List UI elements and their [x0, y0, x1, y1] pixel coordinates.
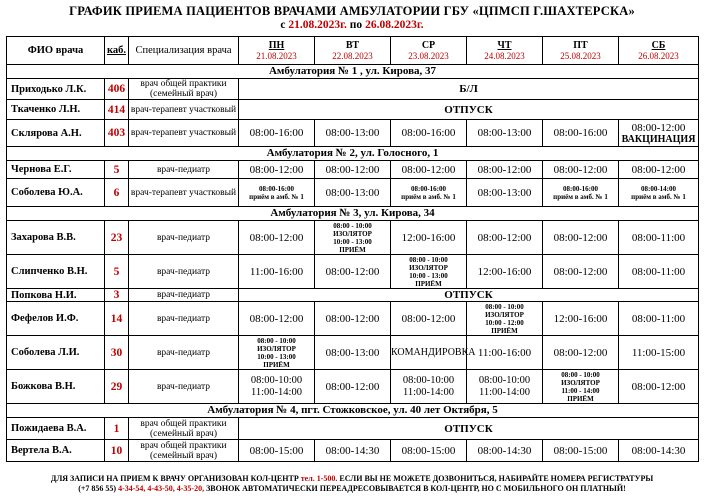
table-row: [7, 440, 699, 462]
schedule-cell: 08:00-12:00: [619, 370, 699, 404]
doctor-name: Божкова В.Н.: [7, 370, 105, 404]
schedule-cell: 08:00-10:00 11:00-14:00: [239, 370, 315, 404]
schedule-cell: 08:00-10:00 11:00-14:00: [467, 370, 543, 404]
ambulatory-heading: Амбулатория № 3, ул. Кирова, 34: [7, 207, 699, 221]
schedule-cell: 08:00-12:00: [467, 221, 543, 255]
schedule-cell: 08:00-12:00: [543, 221, 619, 255]
status-cell: Б/Л: [239, 79, 699, 100]
schedule-cell: 08:00-11:00: [619, 255, 699, 289]
table-row: [7, 302, 699, 336]
status-cell: ОТПУСК: [239, 418, 699, 440]
doctor-name: Пожидаева В.А.: [7, 418, 105, 440]
cabinet: 3: [105, 289, 129, 302]
schedule-cell: 08:00-12:00: [391, 302, 467, 336]
schedule-cell: 08:00-16:00: [239, 120, 315, 147]
table-row: [7, 336, 699, 370]
specialization: врач-терапевт участковый: [129, 179, 239, 207]
schedule-cell: 08:00-12:00: [467, 161, 543, 179]
header-cab: каб.: [105, 37, 129, 65]
schedule-cell: 08:00 - 10:00 ИЗОЛЯТОР 10:00 - 13:00 ПРИЁМ: [391, 255, 467, 289]
header-spec: Специализация врача: [129, 37, 239, 65]
cabinet: 403: [105, 120, 129, 147]
doctor-name: Склярова А.Н.: [7, 120, 105, 147]
header-name: ФИО врача: [7, 37, 105, 65]
schedule-cell: 11:00-16:00: [467, 336, 543, 370]
doctor-name: Слипченко В.Н.: [7, 255, 105, 289]
specialization: врач общей практики (семейный врач): [129, 418, 239, 440]
schedule-cell: 08:00-12:00: [315, 370, 391, 404]
schedule-cell: 12:00-16:00: [391, 221, 467, 255]
schedule-cell: 08:00-16:00 приём в амб. № 1: [543, 179, 619, 207]
schedule-cell: 08:00-13:00: [315, 336, 391, 370]
schedule-cell: 11:00-16:00: [239, 255, 315, 289]
schedule-cell: 08:00-14:30: [315, 440, 391, 462]
schedule-cell: 08:00-15:00: [543, 440, 619, 462]
doctor-name: Чернова Е.Г.: [7, 161, 105, 179]
period-from: 21.08.2023г.: [288, 19, 347, 31]
doctor-name: Ткаченко Л.Н.: [7, 100, 105, 120]
specialization: врач-педиатр: [129, 370, 239, 404]
table-row: [7, 161, 699, 179]
schedule-cell: 08:00 - 10:00 ИЗОЛЯТОР 10:00 - 12:00 ПРИЁМ: [467, 302, 543, 336]
table-row: [7, 100, 699, 120]
specialization: врач общей практики (семейный врач): [129, 79, 239, 100]
specialization: врач-педиатр: [129, 289, 239, 302]
cabinet: 5: [105, 161, 129, 179]
doctor-name: Соболева Ю.А.: [7, 179, 105, 207]
schedule-cell: 08:00-11:00: [619, 302, 699, 336]
schedule-cell: 08:00-12:00: [543, 161, 619, 179]
header-day-sat: СБ 26.08.2023: [619, 37, 699, 65]
schedule-table: [6, 36, 699, 462]
cabinet: 23: [105, 221, 129, 255]
schedule-cell: 08:00-16:00 приём в амб. № 1: [391, 179, 467, 207]
schedule-cell: 08:00 - 10:00 ИЗОЛЯТОР 10:00 - 13:00 ПРИЁМ: [315, 221, 391, 255]
schedule-cell: 08:00-12:00: [315, 255, 391, 289]
specialization: врач-терапевт участковый: [129, 120, 239, 147]
specialization: врач общей практики (семейный врач): [129, 440, 239, 462]
table-row: [7, 255, 699, 289]
header-day-fri: ПТ 25.08.2023: [543, 37, 619, 65]
status-cell: ОТПУСК: [239, 100, 699, 120]
ambulatory-heading: Амбулатория № 2, ул. Голосного, 1: [7, 147, 699, 161]
table-header: [7, 37, 699, 65]
table-row: [7, 289, 699, 302]
schedule-cell: 08:00-12:00: [239, 302, 315, 336]
schedule-cell: 08:00-12:00: [315, 302, 391, 336]
cabinet: 6: [105, 179, 129, 207]
schedule-cell: 08:00-12:00: [543, 336, 619, 370]
schedule-cell: 08:00-14:30: [467, 440, 543, 462]
ambulatory-heading: Амбулатория № 4, пгт. Стожковское, ул. 40 лет Октября, 5: [7, 404, 699, 418]
schedule-cell: 08:00-12:00: [315, 161, 391, 179]
cabinet: 5: [105, 255, 129, 289]
specialization: врач-педиатр: [129, 161, 239, 179]
schedule-cell: 08:00-12:00: [239, 161, 315, 179]
doctor-name: Соболева Л.И.: [7, 336, 105, 370]
schedule-cell: 08:00-10:00 11:00-14:00: [391, 370, 467, 404]
schedule-cell: 08:00-12:00 ВАКЦИНАЦИЯ: [619, 120, 699, 147]
header-day-mon: ПН 21.08.2023: [239, 37, 315, 65]
doctor-name: Вертела В.А.: [7, 440, 105, 462]
schedule-cell: 08:00-13:00: [467, 120, 543, 147]
table-row: [7, 221, 699, 255]
callcenter-phone: тел. 1-500.: [300, 474, 338, 483]
page-title: ГРАФИК ПРИЕМА ПАЦИЕНТОВ ВРАЧАМИ АМБУЛАТОРИИ ГБУ «ЦПМСП Г.ШАХТЕРСКА»: [69, 4, 635, 18]
header-day-wed: СР 23.08.2023: [391, 37, 467, 65]
schedule-cell: 08:00 - 10:00 ИЗОЛЯТОР 10:00 - 13:00 ПРИЁМ: [239, 336, 315, 370]
table-row: [7, 418, 699, 440]
status-cell: ОТПУСК: [239, 289, 699, 302]
doctor-name: Попкова Н.И.: [7, 289, 105, 302]
schedule-cell: 08:00-12:00: [543, 255, 619, 289]
schedule-cell: 08:00-15:00: [239, 440, 315, 462]
doctor-name: Фефелов И.Ф.: [7, 302, 105, 336]
schedule-cell: 08:00-12:00: [391, 161, 467, 179]
period-to: 26.08.2023г.: [365, 19, 424, 31]
header-day-tue: ВТ 22.08.2023: [315, 37, 391, 65]
schedule-cell: 08:00-13:00: [315, 179, 391, 207]
specialization: врач-педиатр: [129, 302, 239, 336]
cabinet: 29: [105, 370, 129, 404]
specialization: врач-педиатр: [129, 336, 239, 370]
schedule-cell: 08:00-16:00: [391, 120, 467, 147]
table-row: [7, 370, 699, 404]
schedule-cell: 08:00-12:00: [619, 161, 699, 179]
table-row: [7, 120, 699, 147]
schedule-cell: 08:00 - 10:00 ИЗОЛЯТОР 11:00 - 14:00 ПРИЁМ: [543, 370, 619, 404]
schedule-cell: 12:00-16:00: [467, 255, 543, 289]
cabinet: 30: [105, 336, 129, 370]
specialization: врач-терапевт участковый: [129, 100, 239, 120]
schedule-cell: 12:00-16:00: [543, 302, 619, 336]
doctor-name: Приходько Л.К.: [7, 79, 105, 100]
cabinet: 10: [105, 440, 129, 462]
schedule-cell: 08:00-14:30: [619, 440, 699, 462]
schedule-cell: 08:00-13:00: [315, 120, 391, 147]
footer-note: ДЛЯ ЗАПИСИ НА ПРИЕМ К ВРАЧУ ОРГАНИЗОВАН КОЛ-ЦЕНТР тел. 1-500. ЕСЛИ ВЫ НЕ МОЖЕТЕ ДОЗВОНИТЬСЯ, НАБИРАЙТЕ НОМЕРА РЕГИСТРАТУРЫ (+7 856 55) 4-34-54, 4-43-50, 4-35-20, ЗВОНОК АВТОМАТИЧЕСКИ ПЕРЕАДРЕСОВЫВАЕТСЯ В КОЛ-ЦЕНТР, НО С МОБИЛЬНОГО ОН ПЛАТНЫЙ!: [50, 474, 654, 493]
header-day-thu: ЧТ 24.08.2023: [467, 37, 543, 65]
registry-phones: 4-34-54, 4-43-50, 4-35-20,: [118, 484, 205, 493]
schedule-cell: 08:00-16:00 приём в амб. № 1: [239, 179, 315, 207]
schedule-cell: 08:00-15:00: [391, 440, 467, 462]
period-line: с 21.08.2023г. по 26.08.2023г.: [280, 19, 424, 31]
cabinet: 14: [105, 302, 129, 336]
table-row: [7, 79, 699, 100]
schedule-cell: 11:00-15:00: [619, 336, 699, 370]
specialization: врач-педиатр: [129, 221, 239, 255]
schedule-cell: КОМАНДИРОВКА: [391, 336, 467, 370]
schedule-cell: 08:00-11:00: [619, 221, 699, 255]
ambulatory-heading: Амбулатория № 1 , ул. Кирова, 37: [7, 65, 699, 79]
schedule-cell: 08:00-12:00: [239, 221, 315, 255]
cabinet: 414: [105, 100, 129, 120]
schedule-cell: 08:00-13:00: [467, 179, 543, 207]
schedule-cell: 08:00-14:00 приём в амб. № 1: [619, 179, 699, 207]
schedule-cell: 08:00-16:00: [543, 120, 619, 147]
doctor-name: Захарова В.В.: [7, 221, 105, 255]
specialization: врач-педиатр: [129, 255, 239, 289]
cabinet: 406: [105, 79, 129, 100]
cabinet: 1: [105, 418, 129, 440]
table-row: [7, 179, 699, 207]
